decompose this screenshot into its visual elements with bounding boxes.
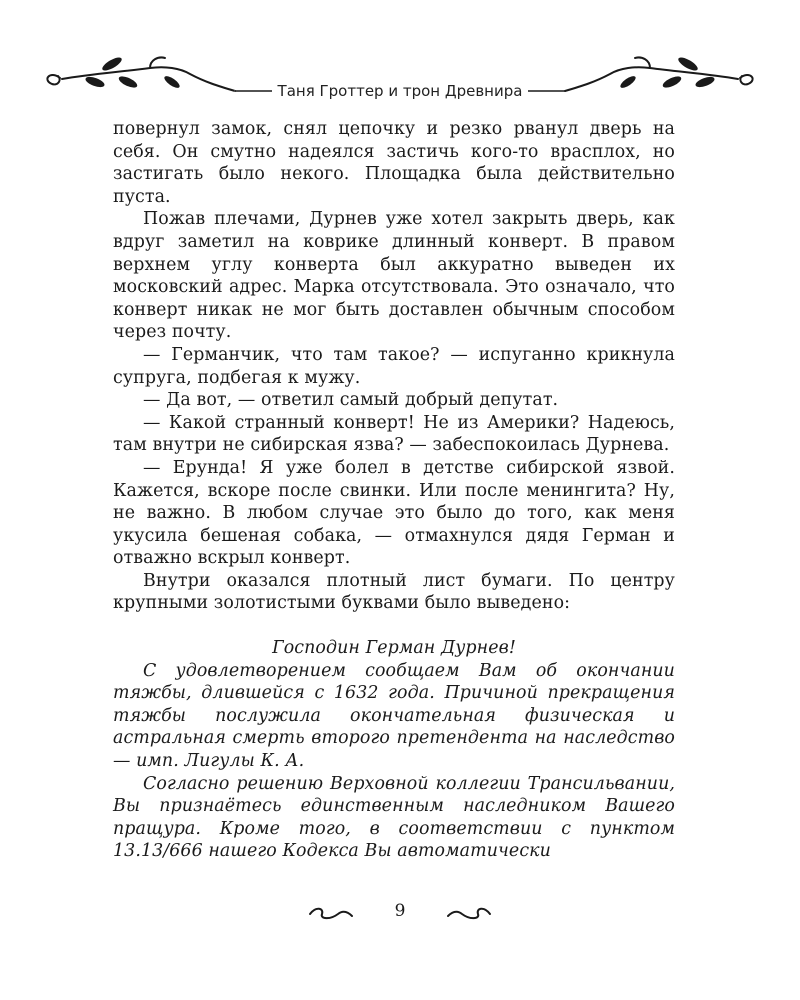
page-number: 9 xyxy=(394,901,406,921)
page-footer xyxy=(0,900,800,930)
letter-paragraph: С удовлетворением сообщаем Вам об окончании тяжбы, длившейся с 1632 года. Причиной прекращения тяжбы послужила окончательная физическая и астральная смерть второго претендента на наследство — имп. Лигулы К. А. xyxy=(113,660,675,772)
dialogue-line: — Германчик, что там такое? — испуганно крикнула супруга, подбегая к мужу. xyxy=(113,344,675,388)
dialogue-line: — Ерунда! Я уже болел в детстве сибирской язвой. Кажется, вскоре после свинки. Или после менингита? Ну, не важно. В любом случае это было до того, как меня укусила бешеная собака, — отмахнулся дядя Герман и отважно вскрыл конверт. xyxy=(113,457,675,569)
page-body xyxy=(113,118,675,863)
dialogue-line: — Да вот, — ответил самый добрый депутат. xyxy=(143,390,559,411)
running-title xyxy=(0,82,800,100)
running-header xyxy=(0,52,800,112)
paragraph: Пожав плечами, Дурнев уже хотел закрыть дверь, как вдруг заметил на коврике длинный конверт. В правом верхнем углу конверта был аккуратно выведен их московский адрес. Марка отсутствовала. Это означало, что конверт никак не мог быть доставлен обычным способом через почту. xyxy=(113,209,675,343)
paragraph: Внутри оказался плотный лист бумаги. По центру крупными золотистыми буквами было выведено: xyxy=(113,570,675,614)
dialogue-line: — Какой странный конверт! Не из Америки? Надеюсь, там внутри не сибирская язва? — забеспокоилась Дурнева. xyxy=(113,412,675,456)
letter-salutation: Господин Герман Дурнев! xyxy=(272,638,516,659)
paragraph: повернул замок, снял цепочку и резко рванул дверь на себя. Он смутно надеялся застичь кого-то врасплох, но застигать было некого. Площадка была действительно пуста. xyxy=(113,119,675,207)
letter-paragraph: Согласно решению Верховной коллегии Трансильвании, Вы признаётесь единственным наследником Вашего пращура. Кроме того, в соответствии с пунктом 13.13/666 нашего Кодекса Вы автоматически xyxy=(113,773,675,862)
running-title-text: Таня Гроттер и трон Древнира xyxy=(272,82,529,100)
